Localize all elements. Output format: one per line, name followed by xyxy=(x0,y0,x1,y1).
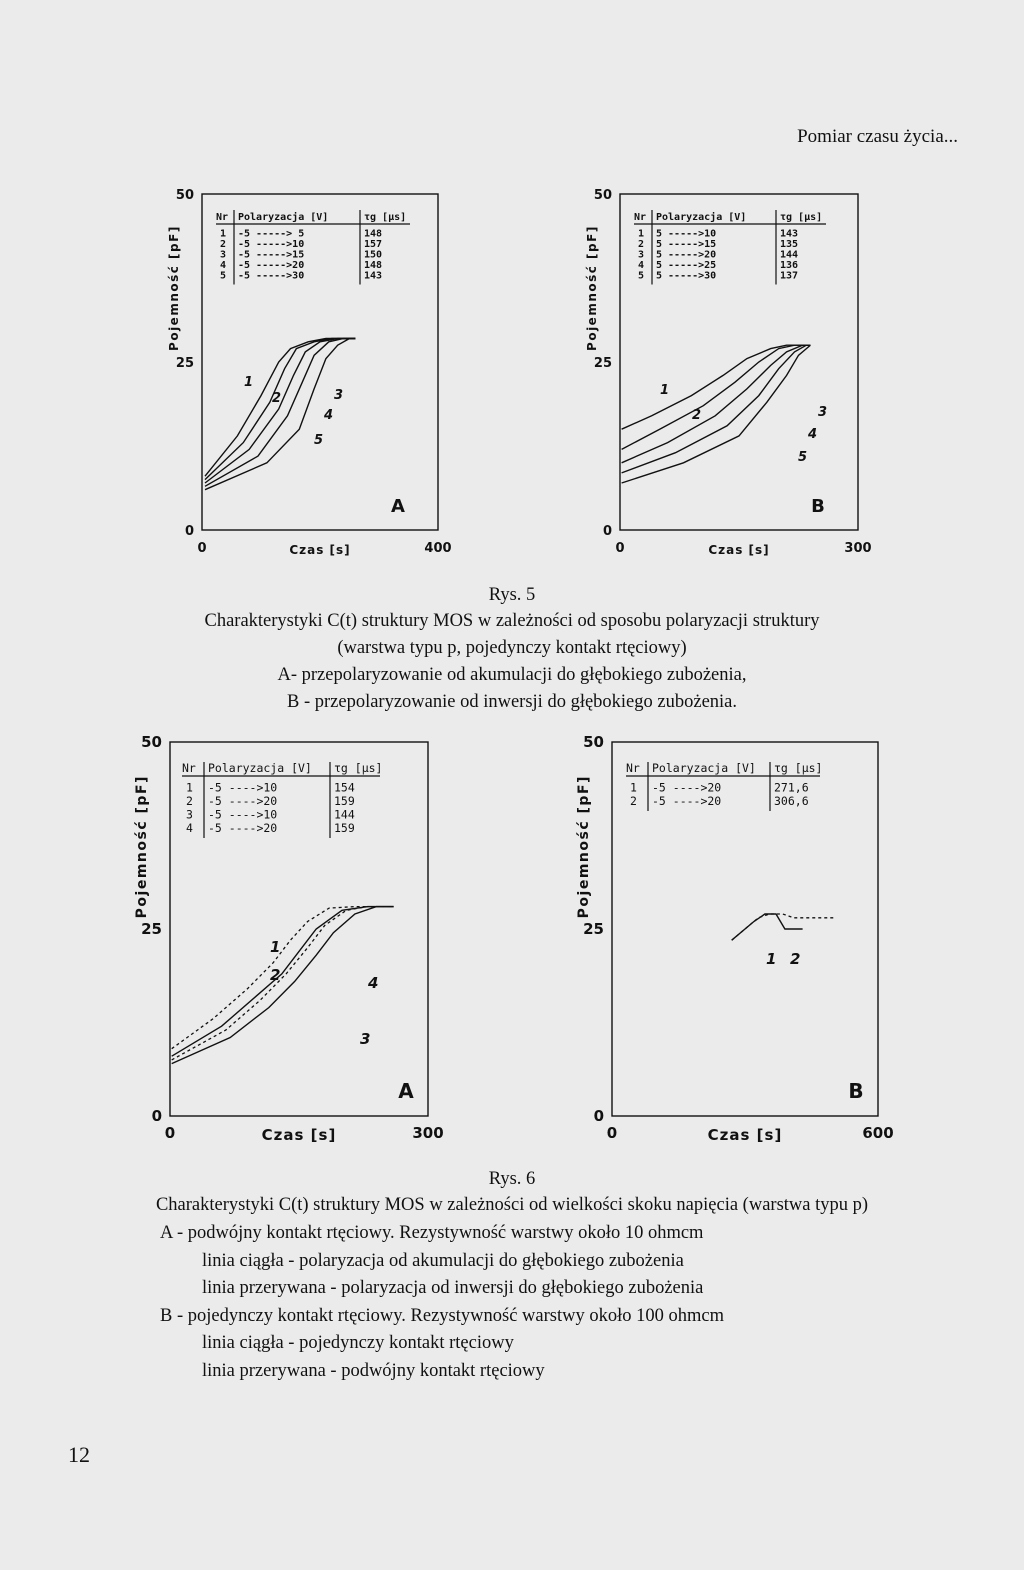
plot-area xyxy=(585,188,872,557)
series-label-1: 1 xyxy=(270,938,281,956)
table-cell: 159 xyxy=(334,821,355,835)
x-tick-label: 300 xyxy=(844,541,872,556)
table-cell: 4 xyxy=(186,821,193,835)
table-cell: 150 xyxy=(364,249,383,261)
table-cell: -5 ---->20 xyxy=(208,821,278,835)
table-cell: 148 xyxy=(364,260,383,271)
table-cell: 144 xyxy=(780,249,799,261)
y-axis-label: Pojemność [pF] xyxy=(576,775,592,919)
table-cell: 2 xyxy=(220,239,227,250)
table-header-cell: Nr xyxy=(634,212,647,223)
table-cell: 154 xyxy=(334,780,355,795)
caption-rys5-line4: B - przepolaryzowanie od inwersji do głębokiego zubożenia. xyxy=(286,692,738,712)
plot-area xyxy=(134,733,444,1144)
table-cell: -5 ---->20 xyxy=(652,780,722,795)
series-label-5: 5 xyxy=(798,450,808,465)
table-header-cell: Polaryzacja [V] xyxy=(656,212,747,223)
y-axis-label: Pojemność [pF] xyxy=(167,225,181,351)
y-tick-label: 50 xyxy=(141,733,162,751)
table-cell: 4 xyxy=(638,260,645,271)
table-cell: 1 xyxy=(630,780,637,795)
series-label-1: 1 xyxy=(244,375,254,390)
caption-rys6-line6: linia przerywana - podwójny kontakt rtęciowy xyxy=(202,1360,545,1381)
table-cell: -5 ----->15 xyxy=(238,249,305,261)
legend-table xyxy=(626,761,822,811)
caption-rys5-line2: (warstwa typu p, pojedynczy kontakt rtęciowy) xyxy=(337,638,687,658)
series-label-1: 1 xyxy=(766,950,777,968)
table-cell: 1 xyxy=(638,228,645,240)
plot-area xyxy=(167,188,452,557)
series-label-3: 3 xyxy=(334,388,344,403)
table-header-cell: Polaryzacja [V] xyxy=(208,761,312,775)
table-cell: -5 ----->10 xyxy=(238,239,305,250)
series-label-2: 2 xyxy=(790,950,801,968)
y-tick-label: 0 xyxy=(151,1107,162,1125)
table-cell: 148 xyxy=(364,228,383,240)
table-header-cell: Nr xyxy=(216,212,229,223)
series-line-1 xyxy=(732,914,803,940)
running-title: Pomiar czasu życia... xyxy=(797,126,958,147)
table-cell: -5 -----> 5 xyxy=(238,228,305,240)
x-tick-label: 300 xyxy=(412,1124,444,1142)
series-label-4: 4 xyxy=(808,427,818,442)
table-cell: -5 ---->20 xyxy=(652,794,722,808)
chart-rys6-a xyxy=(120,728,448,1152)
table-cell: -5 ----->20 xyxy=(238,260,305,271)
table-header-cell: τg [μs] xyxy=(364,212,407,223)
chart-svg xyxy=(568,180,878,566)
caption-rys6-line5: linia ciągła - pojedynczy kontakt rtęciowy xyxy=(202,1333,514,1353)
panel-letter: A xyxy=(398,1079,414,1103)
table-header-cell: Nr xyxy=(626,761,640,775)
table-cell: 143 xyxy=(780,228,799,240)
table-cell: 135 xyxy=(780,239,799,250)
table-header-cell: τg [μs] xyxy=(774,761,823,775)
plot-area xyxy=(576,733,894,1144)
legend-table xyxy=(182,761,382,838)
table-cell: 3 xyxy=(186,807,193,822)
table-cell: 5 ----->20 xyxy=(656,249,717,261)
x-tick-label: 0 xyxy=(197,541,207,556)
x-axis-label: Czas [s] xyxy=(289,543,351,557)
table-cell: 137 xyxy=(780,270,799,282)
figure-label-rys5: Rys. 5 xyxy=(488,585,536,605)
y-tick-label: 50 xyxy=(583,733,604,751)
table-cell: 159 xyxy=(334,794,355,808)
table-cell: 306,6 xyxy=(774,794,809,808)
table-cell: 5 xyxy=(220,270,227,282)
chart-rys5-a xyxy=(150,180,458,566)
panel-letter: B xyxy=(811,496,825,517)
table-cell: 3 xyxy=(638,249,645,261)
x-tick-label: 0 xyxy=(615,541,625,556)
series-label-4: 4 xyxy=(324,408,334,423)
panel-letter: B xyxy=(848,1079,864,1103)
series-line-1 xyxy=(622,345,811,429)
table-cell: 2 xyxy=(638,239,645,250)
y-tick-label: 50 xyxy=(175,188,194,203)
series-label-2: 2 xyxy=(272,391,282,406)
table-cell: 157 xyxy=(364,239,383,250)
chart-svg xyxy=(120,728,448,1152)
caption-rys6-title: Charakterystyki C(t) struktury MOS w zależności od wielkości skoku napięcia (warstwa typu p) xyxy=(155,1195,869,1215)
caption-rys5-line1: Charakterystyki C(t) struktury MOS w zależności od sposobu polaryzacji struktury xyxy=(204,611,820,631)
table-cell: 5 ----->30 xyxy=(656,270,717,282)
panel-letter: A xyxy=(391,496,405,517)
series-line-3 xyxy=(622,345,811,463)
caption-rys6-line2: linia ciągła - polaryzacja od akumulacji do głębokiego zubożenia xyxy=(202,1250,684,1271)
chart-rys5-b xyxy=(568,180,878,566)
series-label-1: 1 xyxy=(660,383,670,398)
series-line-2 xyxy=(622,345,811,449)
y-tick-label: 25 xyxy=(175,356,194,371)
table-header-cell: τg [μs] xyxy=(334,761,383,775)
table-cell: 144 xyxy=(334,807,355,822)
table-cell: 5 ----->25 xyxy=(656,260,717,271)
caption-rys6-line1: A - podwójny kontakt rtęciowy. Rezystywność warstwy około 10 ohmcm xyxy=(160,1223,704,1243)
page-number: 12 xyxy=(68,1442,90,1467)
caption-rys6-line4: B - pojedynczy kontakt rtęciowy. Rezystywność warstwy około 100 ohmcm xyxy=(160,1305,724,1326)
series-line-2 xyxy=(732,914,834,940)
x-axis-label: Czas [s] xyxy=(707,1126,783,1144)
series-label-2: 2 xyxy=(270,966,281,984)
caption-rys6-body xyxy=(160,1220,724,1385)
series-label-4: 4 xyxy=(368,974,379,992)
y-axis-label: Pojemność [pF] xyxy=(134,775,150,919)
table-cell: 5 xyxy=(638,270,645,282)
legend-table xyxy=(634,210,826,285)
table-cell: 2 xyxy=(630,794,637,808)
chart-rys6-b xyxy=(560,728,898,1152)
series-label-2: 2 xyxy=(692,408,702,423)
x-axis-label: Czas [s] xyxy=(261,1126,337,1144)
series-label-5: 5 xyxy=(314,433,324,448)
x-tick-label: 400 xyxy=(424,541,452,556)
table-cell: 5 ----->15 xyxy=(656,239,717,250)
y-tick-label: 25 xyxy=(593,356,612,371)
table-cell: 5 ----->10 xyxy=(656,228,717,240)
y-axis-label: Pojemność [pF] xyxy=(585,225,599,351)
table-cell: 1 xyxy=(220,228,227,240)
x-tick-label: 600 xyxy=(862,1124,894,1142)
x-axis-label: Czas [s] xyxy=(708,543,770,557)
table-cell: 271,6 xyxy=(774,780,809,795)
y-tick-label: 50 xyxy=(593,188,612,203)
table-cell: 1 xyxy=(186,780,193,795)
series-label-3: 3 xyxy=(360,1030,371,1048)
series-label-3: 3 xyxy=(818,405,828,420)
table-cell: -5 ---->20 xyxy=(208,794,278,808)
chart-svg xyxy=(150,180,458,566)
legend-table xyxy=(216,210,410,285)
table-cell: -5 ----->30 xyxy=(238,270,305,282)
table-cell: 136 xyxy=(780,260,799,271)
table-cell: -5 ---->10 xyxy=(208,780,278,795)
y-tick-label: 0 xyxy=(593,1107,604,1125)
y-tick-label: 25 xyxy=(583,920,604,938)
table-header-cell: Nr xyxy=(182,761,196,775)
y-tick-label: 25 xyxy=(141,920,162,938)
y-tick-label: 0 xyxy=(602,524,612,539)
table-cell: -5 ---->10 xyxy=(208,807,278,822)
chart-svg xyxy=(560,728,898,1152)
figure-label-rys6: Rys. 6 xyxy=(488,1169,536,1189)
table-cell: 2 xyxy=(186,794,193,808)
series-line-4 xyxy=(622,345,811,473)
y-tick-label: 0 xyxy=(184,524,194,539)
table-header-cell: τg [μs] xyxy=(780,212,823,223)
table-header-cell: Polaryzacja [V] xyxy=(238,212,329,223)
x-tick-label: 0 xyxy=(164,1124,176,1142)
table-cell: 3 xyxy=(220,249,227,261)
caption-rys6-line3: linia przerywana - polaryzacja od inwersji do głębokiego zubożenia xyxy=(202,1278,704,1298)
table-cell: 143 xyxy=(364,270,383,282)
x-tick-label: 0 xyxy=(606,1124,618,1142)
caption-rys5-line3: A- przepolaryzowanie od akumulacji do głębokiego zubożenia, xyxy=(277,665,747,685)
table-cell: 4 xyxy=(220,260,227,271)
table-header-cell: Polaryzacja [V] xyxy=(652,761,756,775)
